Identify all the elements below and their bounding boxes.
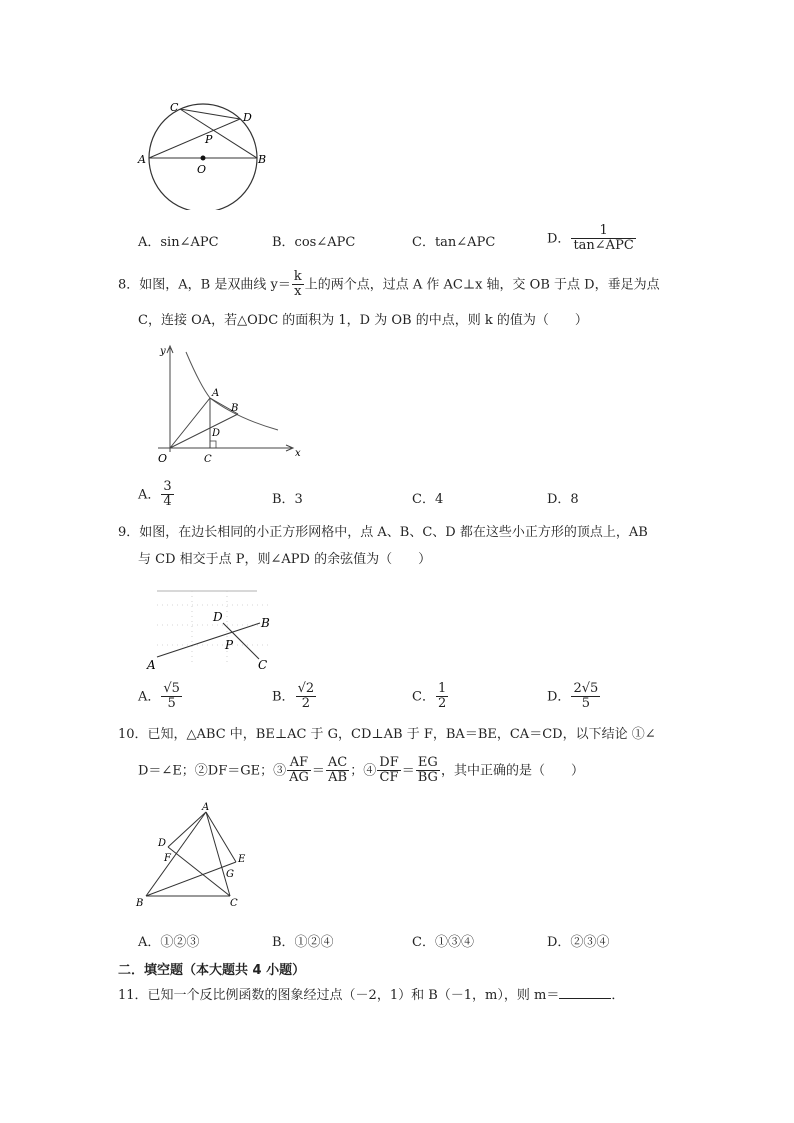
- q10-stem-line2: [138, 756, 584, 786]
- q9-stem-line1: [118, 520, 648, 546]
- q7-label-p: P: [205, 133, 213, 146]
- q10-text2a: D＝∠E；②DF＝GE；③: [138, 763, 287, 779]
- q8-frac-num: k: [293, 269, 302, 284]
- q8-label-o: O: [158, 452, 168, 465]
- q10-label-c: C: [230, 898, 238, 909]
- q10-fraction-df-cf: [377, 756, 400, 786]
- q8-option-a-den: 4: [163, 494, 172, 510]
- q8-option-a: [138, 480, 175, 510]
- q8-label-c: C: [204, 454, 212, 465]
- q9-option-c-fraction: [436, 682, 448, 712]
- q8-text1: 如图，A，B 是双曲线 y＝: [139, 277, 291, 293]
- q8-option-a-num: 3: [163, 479, 172, 494]
- q8-segment-ob: [170, 414, 238, 448]
- q10-f3-den: CF: [379, 770, 399, 786]
- q9-label-c: C: [258, 658, 268, 672]
- q7-center-dot: [201, 156, 206, 161]
- q10-segment-ab: [146, 812, 206, 896]
- q9-label-p: P: [225, 638, 234, 652]
- q11-end: ．: [611, 988, 625, 1003]
- q8-label-d: D: [212, 428, 221, 439]
- q8-label-a: A: [212, 388, 220, 399]
- q8-segment-oa: [170, 398, 210, 448]
- q10-segment-ac: [206, 812, 230, 896]
- q8-option-a-prefix: A．: [138, 487, 161, 503]
- q10-option-c: C．①③④: [412, 935, 474, 950]
- q10-option-a: A．①②③: [138, 935, 200, 950]
- q9-option-a-prefix: A．: [138, 689, 161, 705]
- q9-option-a-num: √5: [163, 681, 180, 696]
- q10-text1: 已知，△ABC 中，BE⊥AC 于 G，CD⊥AB 于 F，BA＝BE，CA＝CD，以下结论 ①∠: [147, 727, 656, 742]
- q8-option-b: B．3: [272, 492, 303, 507]
- q10-f1-num: AF: [287, 756, 311, 771]
- q9-option-b-den: 2: [301, 696, 310, 712]
- q10-eq1: ＝: [311, 763, 325, 779]
- q10-option-b: B．①②④: [272, 935, 334, 950]
- q9-grid-dotted-lines: [157, 591, 270, 665]
- q8-hyperbola-figure: [148, 340, 308, 465]
- q10-label-d: D: [158, 838, 167, 849]
- q10-label-g: G: [226, 869, 234, 880]
- q10-eq2: ＝: [401, 763, 415, 779]
- q9-option-a-fraction: [161, 682, 182, 712]
- q10-label-e: E: [238, 854, 246, 865]
- q9-label-a: A: [147, 658, 156, 672]
- q10-label-f: F: [164, 853, 171, 864]
- q10-label-b: B: [136, 898, 144, 909]
- q11-answer-blank[interactable]: [559, 986, 611, 999]
- q10-f2-num: AC: [327, 755, 348, 770]
- q10-segment-da: [168, 812, 206, 847]
- q8-option-c: C．4: [412, 492, 444, 507]
- q9-text1: 如图，在边长相同的小正方形网格中，点 A、B、C、D 都在这些小正方形的顶点上，AB: [139, 525, 648, 540]
- q7-option-d-num: 1: [571, 224, 635, 239]
- q9-option-d-prefix: D．: [547, 689, 571, 705]
- q7-label-o: O: [197, 163, 207, 176]
- q9-option-d-den: 5: [581, 696, 590, 712]
- q8-fraction: [292, 270, 304, 300]
- q9-option-b-prefix: B．: [272, 689, 295, 705]
- q9-segment-ab: [157, 623, 260, 657]
- q10-option-d: D．②③④: [547, 935, 610, 950]
- q10-segment-ae: [206, 812, 236, 862]
- q10-f4-den: BG: [417, 770, 438, 786]
- q8-label-y: y: [160, 346, 166, 357]
- q7-circle-figure: [130, 95, 280, 210]
- q10-fraction-ac-ab: [326, 756, 349, 786]
- q8-right-angle-mark: [210, 441, 216, 448]
- q7-option-d-den: tan∠APC: [573, 238, 634, 254]
- q8-hyperbola-curve: [186, 352, 278, 430]
- q9-option-a: [138, 682, 183, 712]
- q9-number: 9．: [118, 525, 140, 540]
- q9-option-c-den: 2: [437, 696, 447, 712]
- q10-segment-dc: [168, 847, 230, 896]
- q7-option-a: A．sin∠APC: [138, 235, 219, 250]
- q7-label-b: B: [258, 153, 267, 166]
- q8-text2: 上的两个点，过点 A 作 AC⊥x 轴，交 OB 于点 D，垂足为点: [304, 277, 660, 293]
- q9-option-d: [547, 682, 601, 712]
- q9-grid-figure: [145, 585, 285, 675]
- q9-stem-line2: 与 CD 相交于点 P，则∠APD 的余弦值为（ ）: [138, 552, 432, 567]
- q9-option-b-num: √2: [297, 681, 315, 696]
- q7-label-d: D: [243, 111, 252, 124]
- q8-option-d: D．8: [547, 492, 579, 507]
- q8-stem-line1: [118, 270, 660, 300]
- q9-option-b: [272, 682, 317, 712]
- q7-option-d-fraction: [571, 224, 635, 254]
- q9-label-b: B: [261, 616, 270, 630]
- q10-label-a: A: [202, 802, 210, 813]
- q11-stem: [118, 983, 624, 1009]
- q8-label-x: x: [295, 448, 301, 459]
- q8-label-b: B: [231, 403, 239, 414]
- q10-text2b: ；④: [350, 763, 377, 779]
- q7-option-b: B．cos∠APC: [272, 235, 356, 250]
- q10-stem-line1: [118, 722, 656, 748]
- q9-option-c-num: 1: [437, 681, 447, 696]
- q7-label-c: C: [170, 101, 179, 114]
- q10-f4-num: EG: [416, 756, 440, 771]
- q9-option-c-prefix: C．: [412, 689, 435, 705]
- q11-number: 11．: [118, 988, 148, 1003]
- q7-option-d: [547, 224, 637, 254]
- q8-stem-line2: C，连接 OA，若△ODC 的面积为 1，D 为 OB 的中点，则 k 的值为（ ）: [138, 313, 588, 328]
- q10-fraction-eg-bg: [416, 756, 440, 786]
- q10-fraction-af-ag: [287, 756, 311, 786]
- q8-option-a-fraction: [161, 480, 173, 510]
- q7-option-c: C．tan∠APC: [412, 235, 496, 250]
- q9-option-a-den: 5: [167, 696, 176, 712]
- q9-option-c: [412, 682, 449, 712]
- q9-label-d: D: [213, 610, 223, 624]
- q8-frac-den: x: [294, 284, 302, 300]
- q9-option-b-fraction: [296, 682, 317, 712]
- q11-text: 已知一个反比例函数的图象经过点（－2，1）和 B（－1，m），则 m＝: [147, 988, 560, 1003]
- q8-number: 8．: [118, 277, 140, 293]
- q9-option-d-fraction: [571, 682, 600, 712]
- q10-f3-num: DF: [379, 755, 399, 770]
- q10-number: 10．: [118, 727, 148, 742]
- q10-f1-den: AG: [289, 770, 309, 786]
- q7-segment-cd: [180, 109, 240, 119]
- q10-triangle-figure: [130, 800, 260, 912]
- q9-option-d-num: 2√5: [573, 681, 599, 696]
- section-heading-fill-blank: 二．填空题（本大题共 4 小题）: [118, 963, 306, 978]
- q7-label-a: A: [138, 153, 146, 166]
- q7-option-d-prefix: D．: [547, 231, 571, 247]
- q10-f2-den: AB: [328, 770, 348, 786]
- q10-text2c: ，其中正确的是（ ）: [440, 763, 584, 779]
- q10-segment-be: [146, 862, 236, 896]
